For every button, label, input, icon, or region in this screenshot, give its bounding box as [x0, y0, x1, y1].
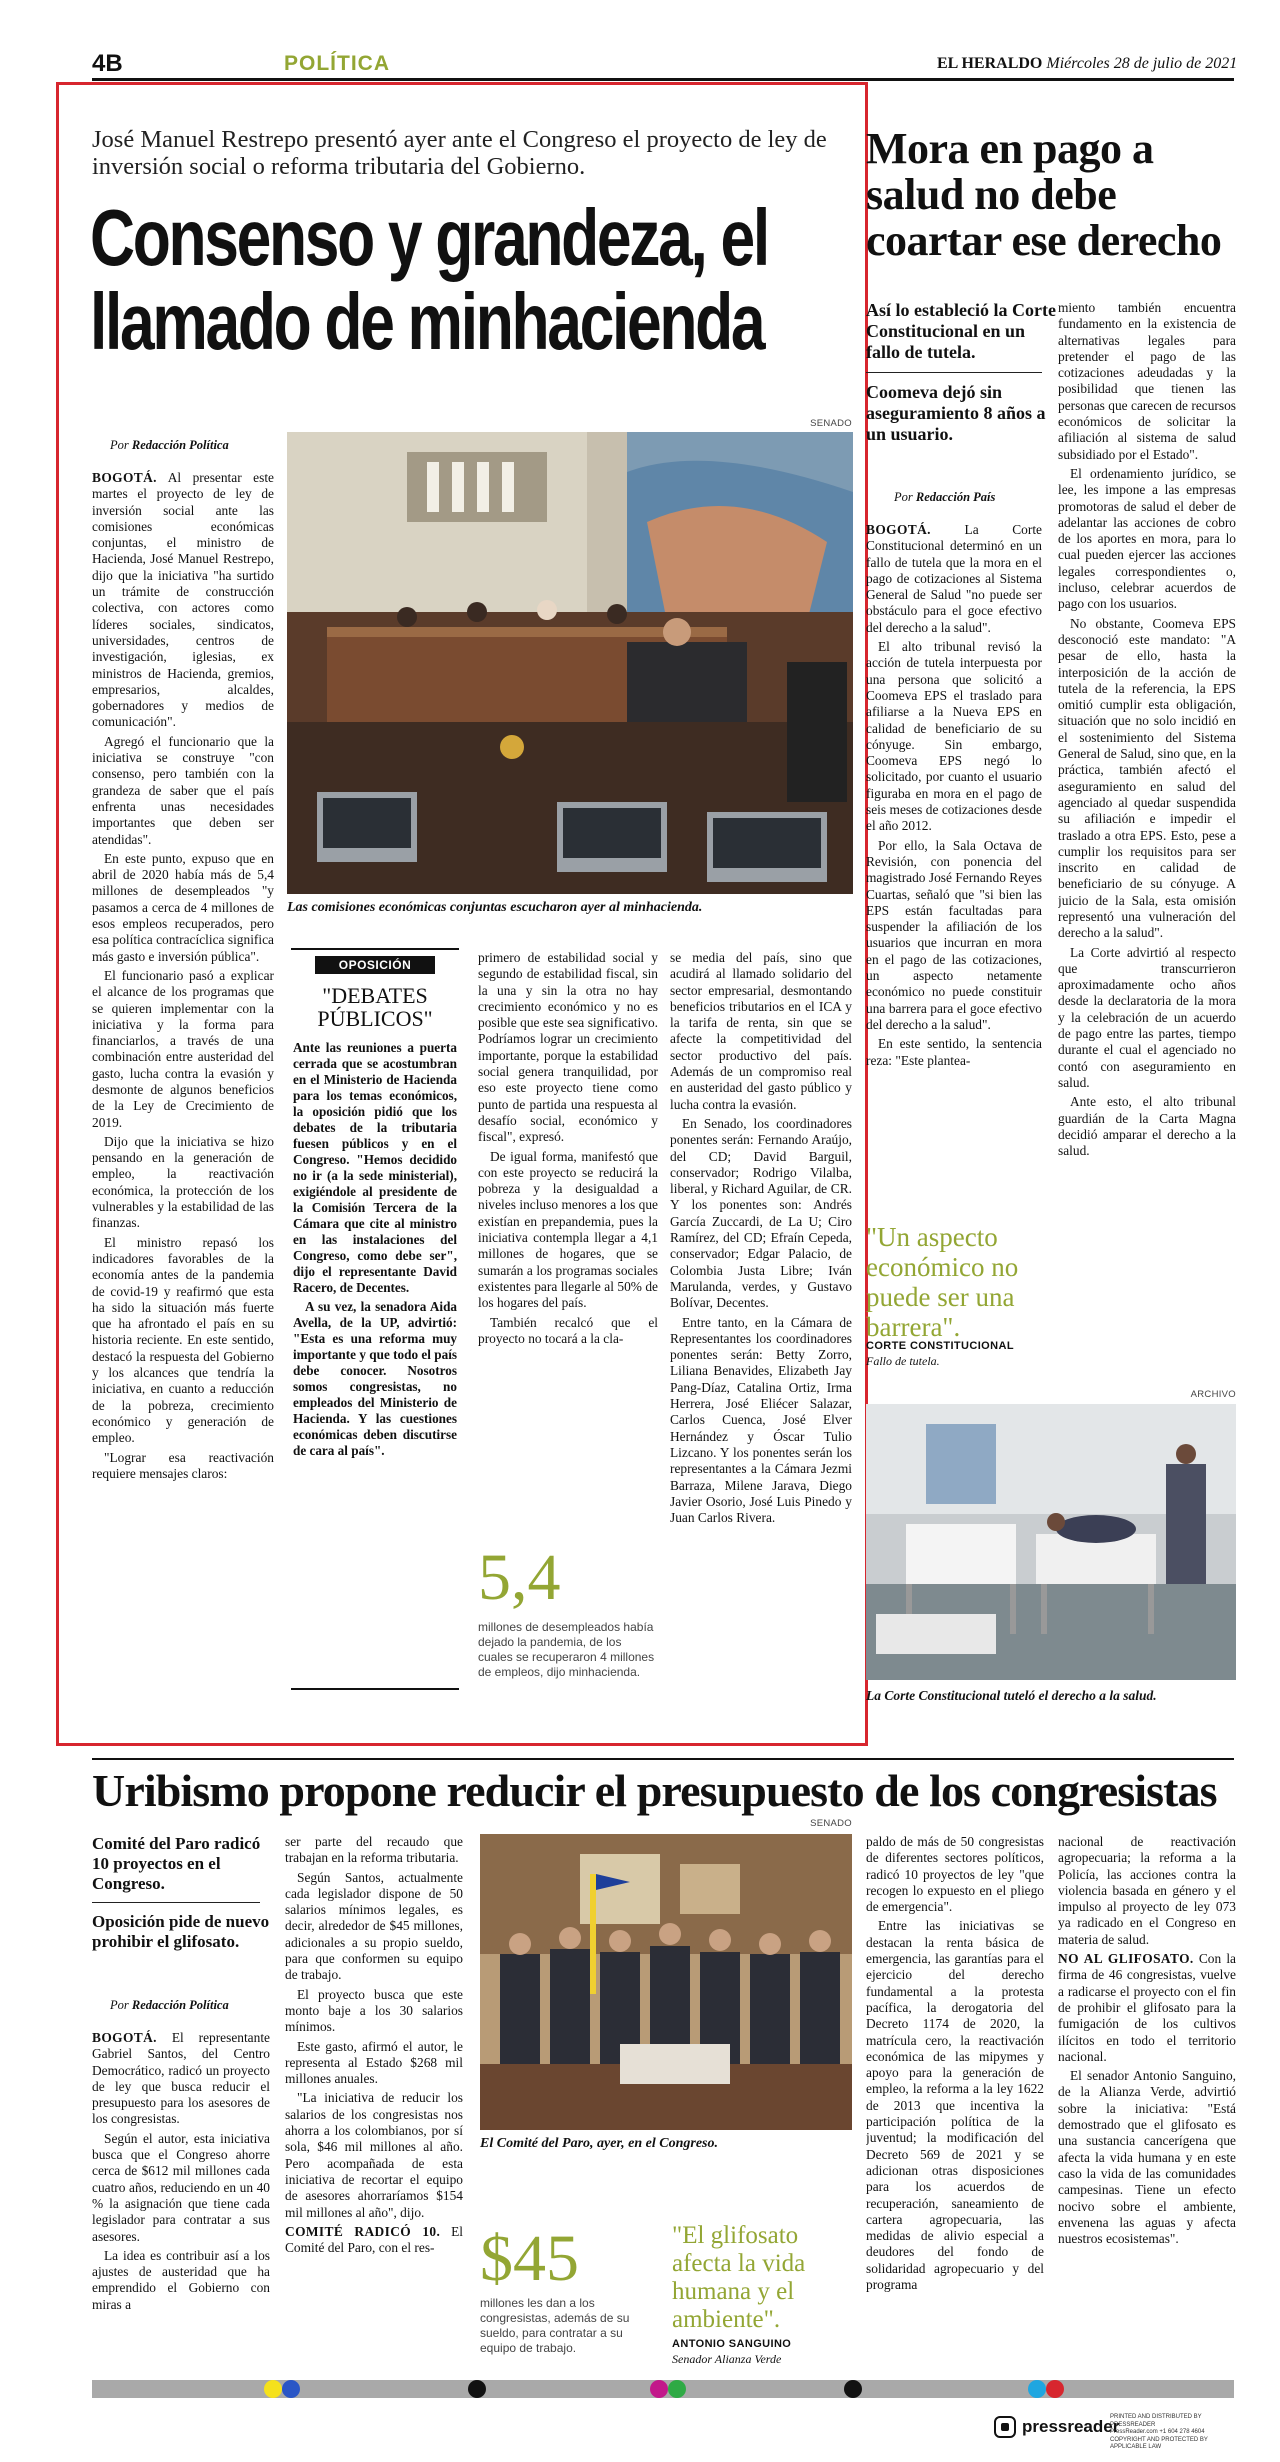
- pressreader-notice: PRINTED AND DISTRIBUTED BY PRESSREADER PressReader.com +1 604 278 4604 COPYRIGHT AND PROTECTED BY APPLICABLE LAW: [1110, 2414, 1208, 2450]
- main-photo: [287, 432, 853, 894]
- side-c2-p2: El ordenamiento jurídico, se lee, les impone a las empresas promotoras de salud el deber de adelantar las acciones de cobro de los aportes en mora, para lo cual pueden ejercer las acciones legales correspondientes o, incluso, celebrar acuerdos de pago con los usuarios.: [1058, 465, 1236, 612]
- bottom-c2-p1: ser parte del recaudo que trabajan en la reforma tributaria.: [285, 1834, 463, 1866]
- main-col1-p1: Al presentar este martes el proyecto de ley de inversión social ante las comisiones económicas conjuntas, el ministro de Hacienda, José Manuel Restrepo, dijo que la iniciativa "ha surtido un trámite de construcción colectiva, con actores como líderes sociales, sindicatos, universidades, centros de investigación, iglesias, ex ministros de Hacienda, gremios, empresarios, alcaldes, gobernadores y medios de comunicación".: [92, 470, 274, 730]
- bottom-c5-p3: El senador Antonio Sanguino, de la Alianza Verde, advirtió sobre la iniciativa: "Está demostrado que el glifosato es una sustancia cancerígena que afecta la vida humana y en este caso la vida de las comunidades campesinas. Tiene un efecto nocivo sobre el ambiente, envenena las aguas y afecta nuestros ecosistemas".: [1058, 2068, 1236, 2247]
- congress-chamber-illustration: [287, 432, 853, 894]
- page-number: 4B: [92, 50, 123, 77]
- byline-prefix: Por: [110, 438, 129, 452]
- main-headline-2: llamado de minhacienda: [90, 277, 764, 366]
- side-col-2: [1058, 300, 1236, 1390]
- date: Miércoles 28 de julio de 2021: [1046, 55, 1238, 72]
- registration-bar: [92, 2380, 1234, 2398]
- side-kicker-1: Así lo estableció la Corte Constitucional en un fallo de tutela.: [866, 300, 1056, 362]
- main-col-3: [478, 950, 658, 1490]
- main-col4-p2: En Senado, los coordinadores ponentes serán: Fernando Araújo, del CD; David Barguil, conservador; Rodrigo Vilalba, liberal, y Richard Aguilar, de CR. Y los ponentes son: Andrés García Zuccardi, de La U; Ciro Ramírez, del CD; Efraín Cepeda, conservador; Edgar Palacio, de Colombia Justa Libre; Iván Marulanda, verdes, y Gustavo Bolívar, Decentes.: [670, 1115, 852, 1311]
- bottom-c5-p2: Con la firma de 46 congresistas, vuelve a radicarse el proyecto con el fin de prohibir el glifosato para la fumigación de los cultivos ilícitos en todo el territorio nacional.: [1058, 1951, 1236, 2064]
- side-byline-prefix: Por: [894, 490, 913, 504]
- side-kicker-2: Coomeva dejó sin aseguramiento 8 años a un usuario.: [866, 382, 1046, 444]
- bottom-caption: El Comité del Paro, ayer, en el Congreso.: [480, 2136, 718, 2151]
- paper-name: EL HERALDO: [937, 55, 1043, 72]
- bottom-byline: [110, 1998, 229, 2013]
- side-kicker-rule: [866, 372, 1042, 373]
- bottom-c2-p6: El Comité del Paro, con el res-: [285, 2223, 463, 2256]
- main-col1-p5: Dijo que la iniciativa se hizo pensando en la generación de empleo, la reactivación económica, la protección de los vulnerables y la estabilidad de las finanzas.: [92, 1133, 274, 1231]
- reg-mark-yellow: [264, 2380, 282, 2398]
- bottom-kicker-1: Comité del Paro radicó 10 proyectos en el Congreso.: [92, 1834, 261, 1893]
- side-c2-p4: La Corte advirtió al respecto que transcurrieron aproximadamente ocho años desde la declaratoria de la mora y la celebración de un acuerdo de pago entre las partes, tiempo durante el cual el agenciado no contó con aseguramiento en salud.: [1058, 944, 1236, 1090]
- side-headline: Mora en pago a salud no debe coartar ese derecho: [866, 124, 1222, 265]
- side-quote: "Un aspecto económico no puede ser una barrera".: [866, 1222, 1019, 1342]
- main-col3-p2: De igual forma, manifestó que con este proyecto se reducirá la pobreza y la desigualdad a niveles incluso menores a los que existían en prepandemia, pues la iniciativa contempla llegar a 4,1 millones de hogares, que se sumarán a los programas sociales existentes para llegarle al 50% de los hogares del país.: [478, 1148, 658, 1311]
- bottom-c5-p1: nacional de reactivación agropecuaria; la reforma a la Policía, las acciones contra la violencia basada en género y el impulso al proyecto de ley 073 ya radicado en el Congreso en materia de salud.: [1058, 1834, 1236, 1947]
- main-col1-p3: En este punto, expuso que en abril de 2020 había más de 5,4 millones de desempleados "y pasamos a cerca de 4 millones de esos empleos recuperados, pero esa política contracíclica significa más gasto e inversión pública".: [92, 850, 274, 964]
- bottom-col-5: [1058, 1834, 1236, 2364]
- bottom-kicker-2: Oposición pide de nuevo prohibir el glifosato.: [92, 1912, 270, 1951]
- bottom-c5-sub: NO AL GLIFOSATO.: [1058, 1951, 1194, 1967]
- bottom-stat-value: $45: [480, 2222, 579, 2295]
- bottom-quote: "El glifosato afecta la vida humana y el ambiente".: [672, 2222, 806, 2333]
- masthead: [937, 55, 1237, 73]
- bottom-c2-p2: Según Santos, actualmente cada legislador dispone de 50 salarios mínimos legales, es decir, alrededor de $45 millones, adicionales a su propio sueldo, para que conformen su equipo de trabajo.: [285, 1869, 463, 1983]
- committee-group-illustration: [480, 1834, 852, 2130]
- main-col1-p2: Agregó el funcionario que la iniciativa se construye "con consenso, pero también con la grandeza de saber que el país enfrenta unas necesidades importantes que deben ser atendidas".: [92, 733, 274, 847]
- pressreader-icon: [994, 2416, 1016, 2438]
- main-photo-credit: SENADO: [810, 418, 852, 429]
- main-headline-1: Consenso y grandeza, el: [90, 193, 768, 282]
- main-deck: José Manuel Restrepo presentó ayer ante el Congreso el proyecto de ley de inversión social o reforma tributaria del Gobierno.: [92, 126, 827, 180]
- side-byline-author: Redacción País: [915, 490, 996, 504]
- side-p2: El alto tribunal revisó la acción de tutela interpuesta por una persona que solicitó a Coomeva EPS el traslado para afiliarse a la Nueva EPS en calidad de beneficiario de su cónyuge. Sin embargo, Coomeva EPS negó lo solicitado, por cuanto el usuario figuraba en mora en el pago de seis meses de cotizaciones desde el año 2012.: [866, 639, 1042, 834]
- side-p3: Por ello, la Sala Octava de Revisión, con ponencia del magistrado José Fernando Reyes Cuartas, señaló que "si bien las EPS están facultadas para suspender la afiliación de los usuarios que incurran en mora en el pago de las cotizaciones, un aspecto netamente económico no puede constituir una barrera para el goce efectivo del derecho a la salud".: [866, 837, 1042, 1032]
- bottom-dateline: BOGOTÁ.: [92, 2030, 157, 2045]
- side-p1: La Corte Constitucional determinó en un fallo de tutela que la mora en el pago de cotizaciones al Sistema General de Salud "no puede ser obstáculo para el goce efectivo del derecho a la salud".: [866, 522, 1042, 635]
- reg-mark-black-1: [468, 2380, 486, 2398]
- side-c2-p1: miento también encuentra fundamento en la existencia de alternativas legales para pretender el pago de las cotizaciones adeudadas y la posibilidad que tienen las personas que carecen de recursos económicos de solicitar la afiliación al sistema de salud subsidiado por el Estado".: [1058, 300, 1236, 462]
- reg-mark-blue: [282, 2380, 300, 2398]
- bottom-photo-credit: SENADO: [810, 1818, 852, 1829]
- bottom-col-1: [92, 2030, 270, 2364]
- main-stat-text: millones de desempleados había dejado la pandemia, de los cuales se recuperaron 4 millones de empleos, dijo minhacienda.: [478, 1620, 655, 1679]
- reg-mark-green: [668, 2380, 686, 2398]
- main-byline: [110, 438, 229, 453]
- reg-mark-black-2: [844, 2380, 862, 2398]
- side-p4: En este sentido, la sentencia reza: "Este plantea-: [866, 1036, 1042, 1068]
- side-quote-sub: Fallo de tutela.: [866, 1354, 940, 1368]
- side-photo: [866, 1404, 1236, 1680]
- bottom-c2-sub: COMITÉ RADICÓ 10.: [285, 2223, 441, 2239]
- pressreader-logo: [994, 2416, 1119, 2438]
- main-caption: Las comisiones económicas conjuntas escucharon ayer al minhacienda.: [287, 900, 703, 915]
- main-stat-value: 5,4: [478, 1541, 561, 1614]
- hospital-ward-illustration: [866, 1404, 1236, 1680]
- main-col4-p3: Entre tanto, en la Cámara de Representantes los coordinadores ponentes serán: Betty Zorro, Liliana Benavides, Elizabeth Jay Pang-Díaz, Catalina Ortiz, Irma Herrera, José Eliécer Salazar, Carlos Cuenca, José Elver Hernández y Óscar Tulio Lizcano. Y los ponentes serán los representantes a la Cámara Jezmi Barraza, Milene Jarava, Diego Javier Osorio, José Luis Pinedo y Juan Carlos Rivera.: [670, 1314, 852, 1526]
- box-title: "DEBATES PÚBLICOS": [317, 983, 433, 1031]
- box-text-2: A su vez, la senadora Aida Avella, de la UP, advirtió: "Esta es una reforma muy importante y que todo el país debe conocer. Nosotros somos congresistas, no empleados del Ministerio de Hacienda. Y las cuestiones económicas deben discutirse de cara al país".: [293, 1299, 457, 1458]
- side-dateline: BOGOTÁ.: [866, 522, 931, 537]
- side-photo-credit: ARCHIVO: [1190, 1389, 1236, 1400]
- section-label: POLÍTICA: [284, 52, 390, 75]
- bottom-top-rule: [92, 1758, 1234, 1760]
- bottom-quote-attribution: ANTONIO SANGUINO: [672, 2338, 792, 2350]
- bottom-headline: Uribismo propone reducir el presupuesto de los congresistas: [92, 1765, 1217, 1816]
- dateline: BOGOTÁ.: [92, 470, 157, 485]
- box-tag: OPOSICIÓN: [315, 956, 435, 974]
- bottom-byline-prefix: Por: [110, 1998, 129, 2012]
- side-quote-attribution: CORTE CONSTITUCIONAL: [866, 1340, 1014, 1352]
- main-col4-p1: se media del país, sino que acudirá al llamado solidario del sector empresarial, desmontando beneficios tributarios en el ICA y la tarifa de renta, sin que se afecte la competitividad del sector productivo del país. Además de un compromiso real en austeridad del gasto público y lucha contra la evasión.: [670, 950, 852, 1112]
- reg-mark-red: [1046, 2380, 1064, 2398]
- byline-author: Redacción Política: [131, 438, 229, 452]
- bottom-quote-sub: Senador Alianza Verde: [672, 2352, 782, 2366]
- bottom-c2-p3: El proyecto busca que este monto baje a los 30 salarios mínimos.: [285, 1986, 463, 2035]
- main-col-4: [670, 950, 852, 1708]
- bottom-col-2: [285, 1834, 463, 2364]
- bottom-col-4: [866, 1834, 1044, 2364]
- bottom-c4-p1: paldo de más de 50 congresistas de diferentes sectores políticos, radicó 10 proyectos de ley "que recogen lo expuesto en el pliego de emergencia".: [866, 1834, 1044, 1915]
- bottom-c4-p2: Entre las iniciativas se destacan la renta básica de emergencia, las garantías para el ejercicio del derecho fundamental a la protesta pacífica, la derogatoria del Decreto 1174 de 2020, la matrícula cero, la reactivación económica de las mipymes y apoyo para la generación de empleo, la reforma a la ley 1622 de 2013 que incentiva la participación política de la juventud; la modificación del Decreto 569 de 2021 y se adicionan otras disposiciones para los acuerdos de recuperación, saneamiento de cartera agropecuaria, las medidas de alivio especial a deudores del fondo de solidaridad agropecuario y del programa: [866, 1918, 1044, 2293]
- main-col1-p6: El ministro repasó los indicadores favorables de la economía antes de la pandemia de covid-19 y reafirmó que esta ha sido la situación más fuerte que ha afrontado el país en su historia reciente. En este sentido, destacó la respuesta del Gobierno y los alcances que tendría la iniciativa, en cuanto a reducción de la pobreza, crecimiento económico y generación de empleo.: [92, 1234, 274, 1446]
- side-c2-p5: Ante esto, el alto tribunal guardián de la Carta Magna decidió amparar el derecho a la salud.: [1058, 1094, 1236, 1159]
- bottom-c1-p3: La idea es contribuir así a los ajustes de austeridad que ha emprendido el Gobierno con miras a: [92, 2247, 270, 2312]
- bottom-stat-text: millones les dan a los congresistas, además de su sueldo, para contratar a su equipo de trabajo.: [480, 2296, 630, 2355]
- side-caption: La Corte Constitucional tuteló el derecho a la salud.: [866, 1688, 1157, 1703]
- box-text-1: Ante las reuniones a puerta cerrada que se acostumbran en el Ministerio de Hacienda para los temas económicos, la oposición pidió que los debates de la tributaria fuesen públicos y en el Congreso. "Hemos decidido no ir (a la sede ministerial), exigiéndole al presidente de la Comisión Tercera de la Cámara que cite al ministro en las instalaciones del Congreso, como debe ser", dijo el representante David Racero, de Decentes.: [293, 1040, 457, 1295]
- header-rule: [92, 78, 1234, 81]
- bottom-c1-p1: El representante Gabriel Santos, del Centro Democrático, radicó un proyecto de ley que busca reducir el presupuesto para los asesores de los congresistas.: [92, 2030, 270, 2127]
- reg-mark-magenta: [650, 2380, 668, 2398]
- main-col1-p7: "Lograr esa reactivación requiere mensajes claros:: [92, 1449, 274, 1481]
- reg-mark-cyan: [1028, 2380, 1046, 2398]
- bottom-byline-author: Redacción Política: [131, 1998, 229, 2012]
- main-col3-p1: primero de estabilidad social y segundo de estabilidad fiscal, sin la una y sin la otra no hay crecimiento económico y no es posible que este sea significativo. Podríamos lograr un crecimiento importante, porque la estabilidad social genera tranquilidad, por eso este proyecto tiene como punto de partida una respuesta al desafío social, económico y fiscal", expresó.: [478, 950, 658, 1145]
- side-byline: [894, 490, 995, 505]
- side-col-1: [866, 522, 1042, 1206]
- main-col3-p3: También recalcó que el proyecto no tocará a la cla-: [478, 1314, 658, 1346]
- bottom-c2-p5: "La iniciativa de reducir los salarios de los congresistas nos ahorra a los colombianos, por sí sola, $46 mil millones al año. Pero acompañada de esta iniciativa de recortar el equipo de asesores ahorraríamos $154 mil millones al año", dijo.: [285, 2090, 463, 2220]
- bottom-photo: [480, 1834, 852, 2130]
- bottom-c1-p2: Según el autor, esta iniciativa busca que el Congreso ahorre cerca de $612 mil millones cada cuatro años, reduciendo en un 40 % la asignación que tiene cada legislador para contratar a sus asesores.: [92, 2130, 270, 2244]
- bottom-kicker-rule: [92, 1902, 260, 1903]
- main-col1-p4: El funcionario pasó a explicar el alcance de los programas que se quieren implementar con la iniciativa y la forma para financiarlos, a través de una combinación entre austeridad del gasto, lucha contra la evasión y desmonte de algunos beneficios de la Ley de Crecimiento de 2019.: [92, 967, 274, 1130]
- opposition-box: [291, 948, 459, 1690]
- side-c2-p3: No obstante, Coomeva EPS desconoció este mandato: "A pesar de ello, hasta la interposición de la acción de tutela de la referencia, la EPS omitió cumplir esta obligación, situación que no solo incidió en el sostenimiento del Sistema General de Salud, sino que, en la práctica, también afectó el aseguramiento en salud del agenciado al quedar suspendida su afiliación e impedir el traslado a otra EPS. Esto, pese a cumplir los requisitos para ser inscrito en calidad de beneficiario de su cónyuge. A juicio de la Sala, esta omisión representó una vulneración del derecho a la salud".: [1058, 615, 1236, 941]
- main-col-1: [92, 470, 274, 1710]
- pressreader-brand: pressreader: [1022, 2417, 1120, 2436]
- bottom-c2-p4: Este gasto, afirmó el autor, le representa al Estado $268 mil millones anuales.: [285, 2038, 463, 2087]
